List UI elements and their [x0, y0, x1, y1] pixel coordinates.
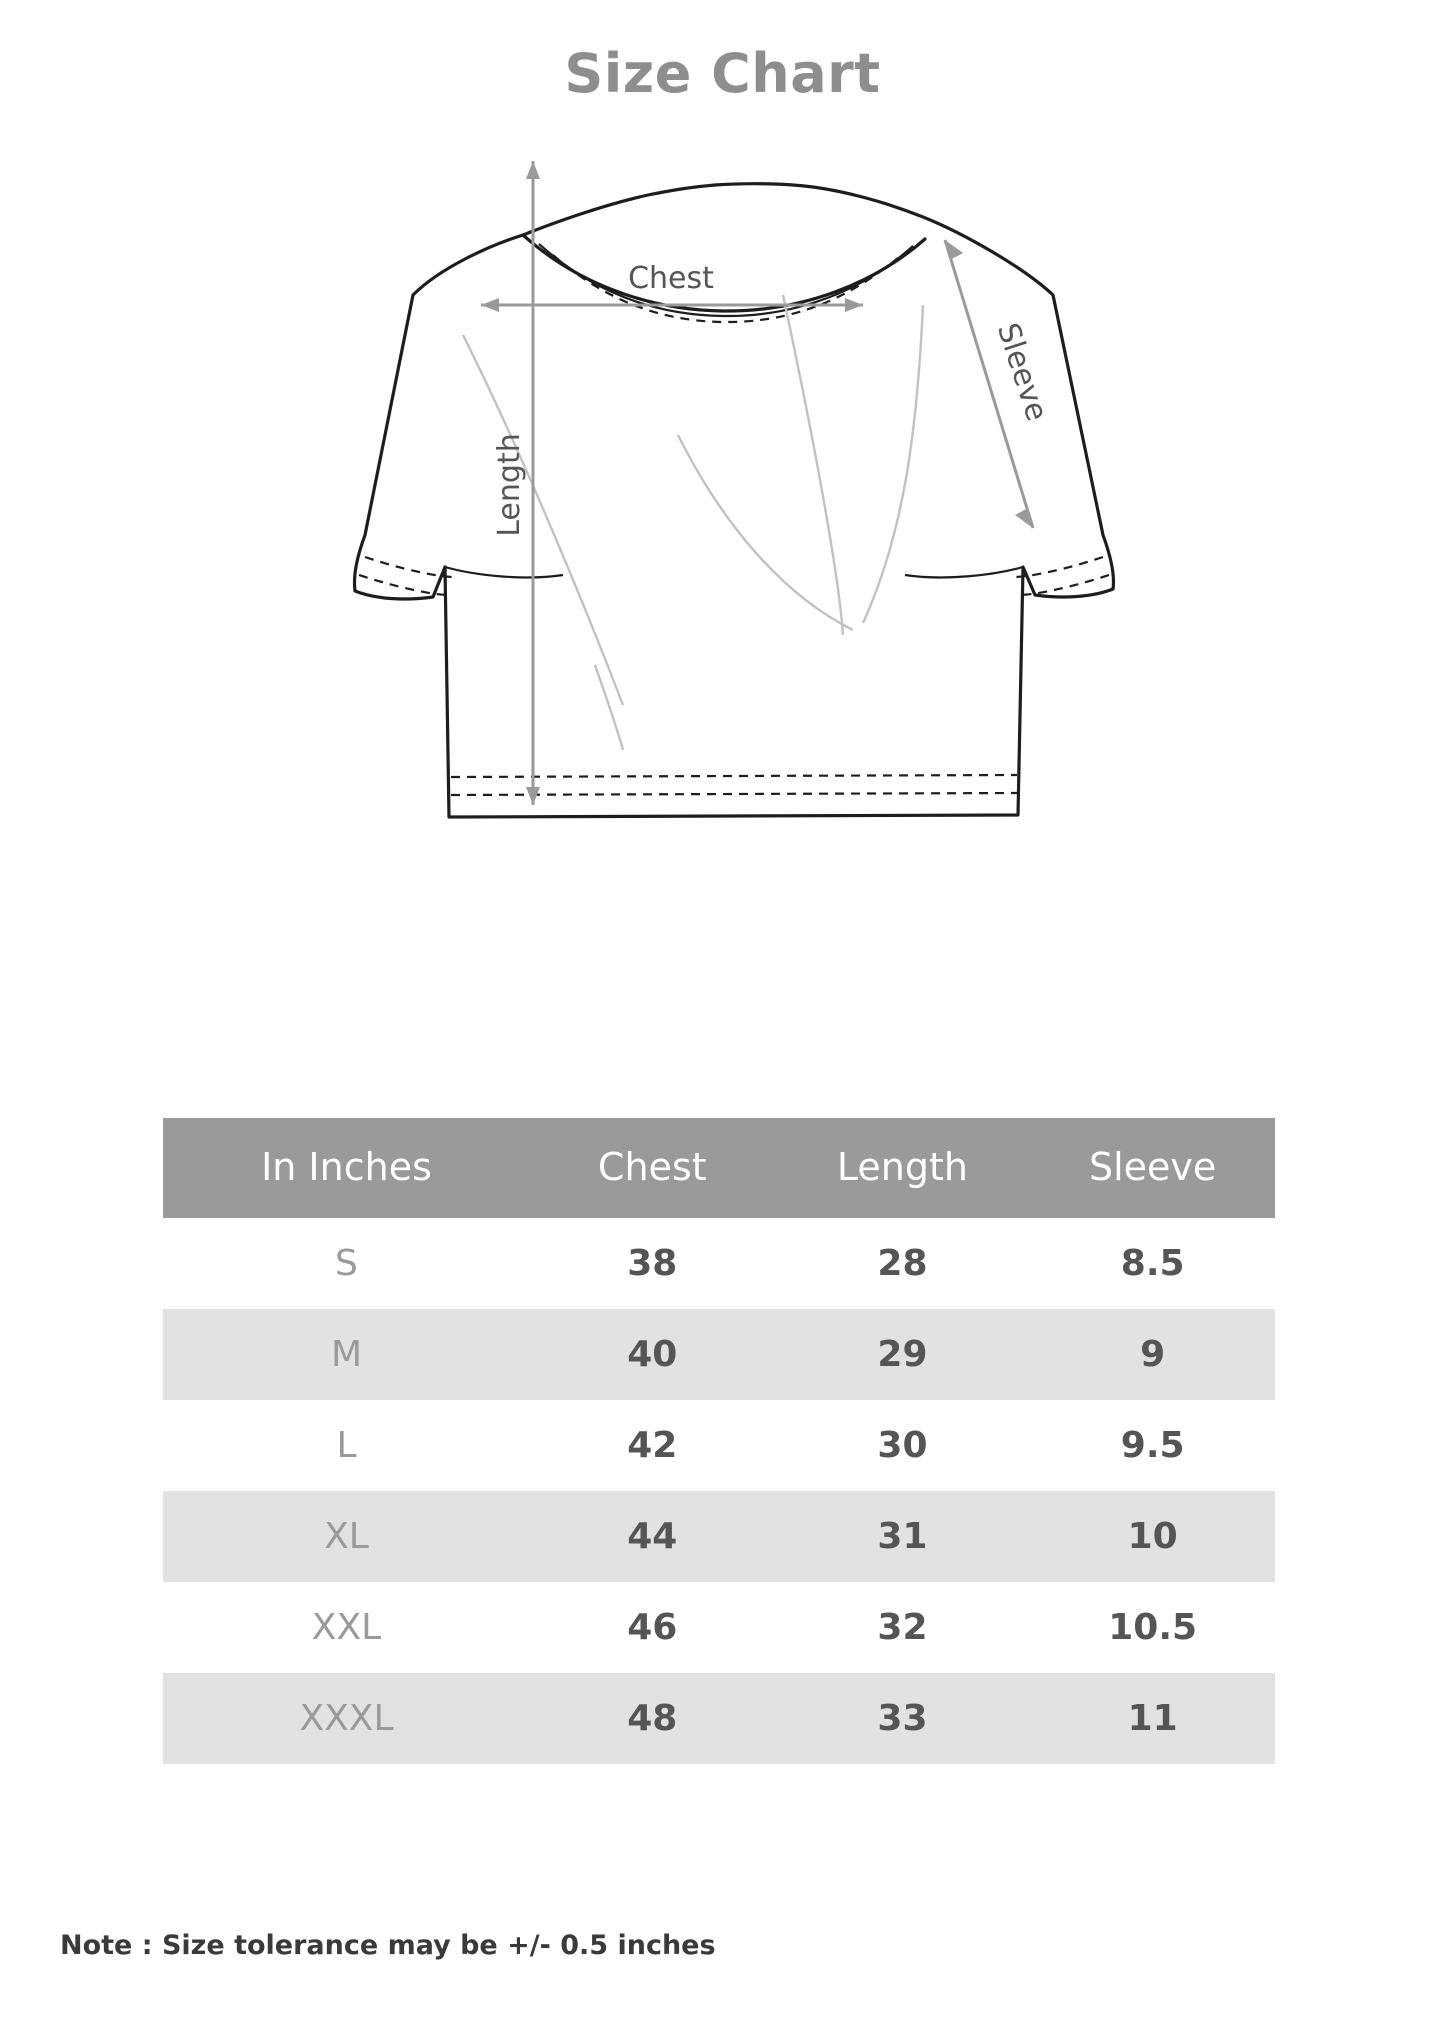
- size-table-body: [163, 1218, 1275, 1764]
- size-table: [163, 1118, 1275, 1764]
- cell-sleeve: 9.5: [1030, 1400, 1275, 1491]
- size-table-container: [163, 1118, 1275, 1764]
- cell-chest: 44: [530, 1491, 775, 1582]
- chest-dimension: [481, 261, 863, 312]
- chest-dimension-label: Chest: [627, 261, 714, 296]
- cell-length: 32: [775, 1582, 1031, 1673]
- column-header-unit: In Inches: [163, 1118, 530, 1218]
- cell-chest: 46: [530, 1582, 775, 1673]
- cell-chest: 42: [530, 1400, 775, 1491]
- column-header-length: Length: [775, 1118, 1031, 1218]
- table-row: [163, 1582, 1275, 1673]
- table-row: [163, 1400, 1275, 1491]
- cell-chest: 38: [530, 1218, 775, 1309]
- length-dimension: [492, 161, 540, 805]
- length-dimension-label: Length: [491, 433, 527, 537]
- table-header-row: [163, 1118, 1275, 1218]
- cell-sleeve: 11: [1030, 1673, 1275, 1764]
- cell-length: 29: [775, 1309, 1031, 1400]
- cell-length: 28: [775, 1218, 1031, 1309]
- column-header-sleeve: Sleeve: [1030, 1118, 1275, 1218]
- cell-size: L: [163, 1400, 530, 1491]
- table-row: [163, 1309, 1275, 1400]
- table-row: [163, 1491, 1275, 1582]
- tolerance-note: Note : Size tolerance may be +/- 0.5 inches: [60, 1930, 716, 1961]
- sleeve-dimension-label: Sleeve: [989, 318, 1054, 426]
- cell-size: XL: [163, 1491, 530, 1582]
- cell-size: XXL: [163, 1582, 530, 1673]
- cell-sleeve: 10: [1030, 1491, 1275, 1582]
- cell-length: 33: [775, 1673, 1031, 1764]
- cell-size: S: [163, 1218, 530, 1309]
- cell-size: XXXL: [163, 1673, 530, 1764]
- table-row: [163, 1673, 1275, 1764]
- cell-chest: 40: [530, 1309, 775, 1400]
- cell-length: 31: [775, 1491, 1031, 1582]
- page-title: Size Chart: [564, 42, 881, 105]
- cell-sleeve: 10.5: [1030, 1582, 1275, 1673]
- cell-chest: 48: [530, 1673, 775, 1764]
- column-header-chest: Chest: [530, 1118, 775, 1218]
- table-row: [163, 1218, 1275, 1309]
- size-table-header: [163, 1118, 1275, 1218]
- cell-size: M: [163, 1309, 530, 1400]
- tshirt-diagram: [0, 105, 1445, 865]
- cell-sleeve: 8.5: [1030, 1218, 1275, 1309]
- cell-length: 30: [775, 1400, 1031, 1491]
- cell-sleeve: 9: [1030, 1309, 1275, 1400]
- tshirt-illustration: [223, 105, 1223, 865]
